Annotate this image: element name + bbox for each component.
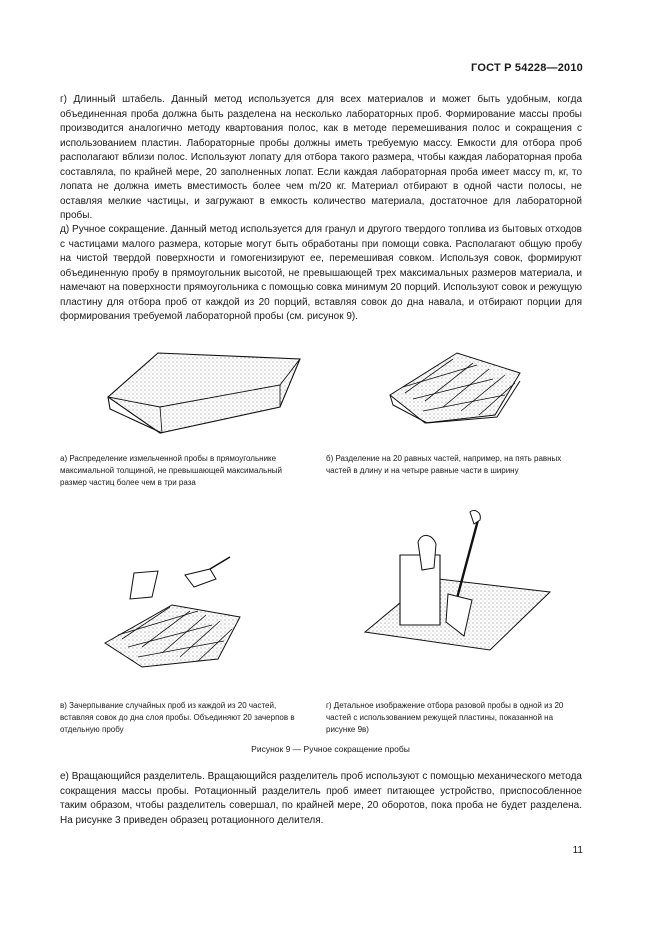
paragraph-g: г) Длинный штабель. Данный метод используется для всех материалов и может быть удобным, когда объединенная проба должна быть разделена на несколько лабораторных проб. Формирование массы пробы производится аналогично методу квартования полос, как в методе перемешивания полос и сокращения с использованием пластин. Лабораторные пробы должны иметь требуемую массу. Емкости для отбора проб располагают вблизи полос. Используют лопату для отбора такого размера, чтобы каждая лабораторная проба составляла, по крайней мере, 20 заполненных лопат. Если каждая лабораторная проба имеет массу m, кг, то лопата не должна иметь вместимость более чем m/20 кг. Материал отбирают в одной части полосы, не оставляя мелкие частицы, и загружают в емкость количество материала, достаточное для лабораторной пробы. <box>60 94 582 221</box>
caption-v: в) Зачерпывание случайных проб из каждой из 20 частей, вставляя совок до дна слоя пробы. Объединяют 20 зачерпов в отдельную пробу <box>60 701 295 734</box>
caption-b: б) Разделение на 20 равных частей, например, на пять равных частей в длину и на четыре равные части в ширину <box>326 454 562 475</box>
cutting-plate-shape <box>130 571 158 599</box>
scoop-shape <box>185 569 216 587</box>
figure-g-detail <box>360 510 555 655</box>
figure-b-divided-pile <box>385 345 525 425</box>
paragraph-d: д) Ручное сокращение. Данный метод используется для гранул и другого твердого топлива из бытовых отходов с частицами малого размера, которые могут быть обработаны при помощи совка. Располагают общую пробу на чистой твердой поверхности и гомогенизируют ее, перемешивая совком. Используя совок, формируют объединенную пробу в прямоугольник высотой, не превышающей трех максимальных размеров материала, и намечают на поверхности прямоугольника с помощью совка минимум 20 порций. Используют совок и режущую пластину для отбора проб от каждой из 20 порций, вставляя совок до дна навала, и отбирают порции для формирования требуемой лабораторной пробы (см. рисунок 9). <box>60 224 582 322</box>
caption-g: г) Детальное изображение отбора разовой пробы в одной из 20 частей с использованием режущей пластины, показанной на рисунке 9в) <box>326 701 564 734</box>
document-header: ГОСТ Р 54228—2010 <box>471 62 583 74</box>
page-number: 11 <box>572 845 583 856</box>
figure-a-pile <box>100 345 310 440</box>
figure-title: Рисунок 9 — Ручное сокращение пробы <box>251 744 410 754</box>
caption-a: а) Распределение измельченной пробы в прямоугольнике максимальной толщиной, не превышающей максимальный размер частиц более чем в три раза <box>60 454 282 487</box>
figure-v-scooping <box>100 555 260 675</box>
paragraph-e: е) Вращающийся разделитель. Вращающийся разделитель проб используют с помощью механического метода сокращения массы пробы. Ротационный разделитель проб имеет питающее устройство, приспособленное таким образом, чтобы разделитель совершал, по крайней мере, 20 оборотов, пока проба не будет разделена. На рисунке 3 приведен образец ротационного делителя. <box>60 771 582 826</box>
